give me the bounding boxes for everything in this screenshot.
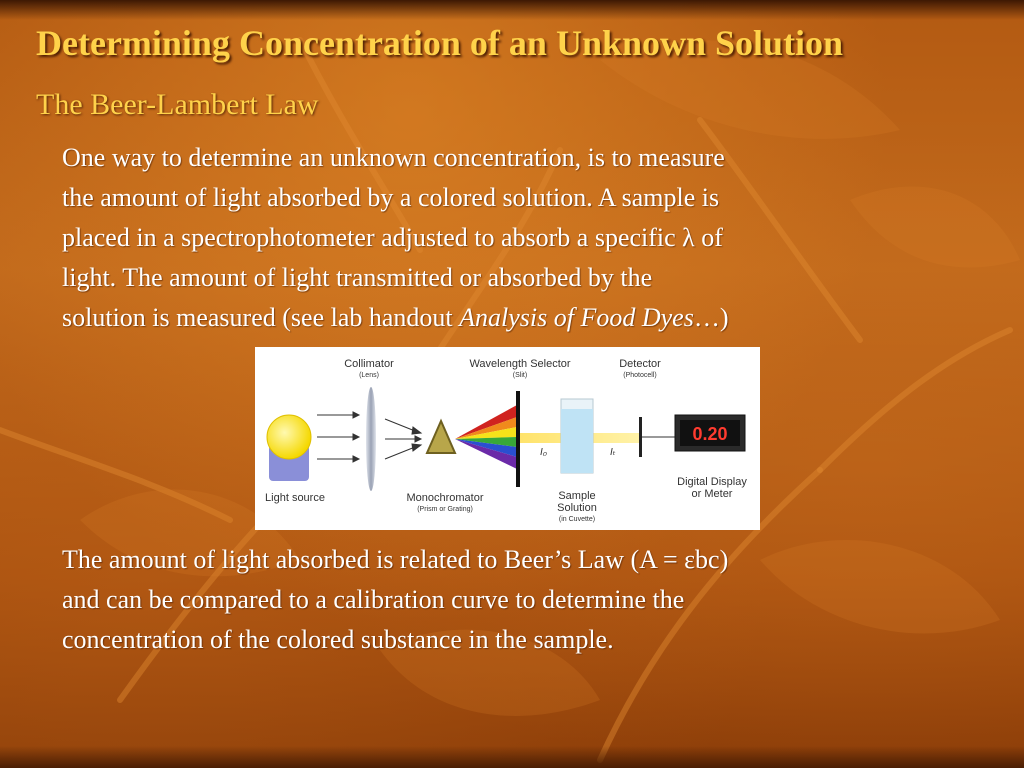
wavelength-slit (516, 391, 520, 487)
transmitted-intensity-label: Iₜ (610, 447, 616, 458)
top-border-band (0, 0, 1024, 20)
monochromator-sublabel: (Prism or Grating) (417, 506, 473, 513)
paragraph-text: solution is measured (see lab handout (62, 303, 460, 332)
paragraph-line: One way to determine an unknown concentration, is to measure (62, 143, 725, 172)
light-source (267, 415, 311, 481)
intro-paragraph (62, 138, 962, 338)
collimator-lens (366, 387, 376, 491)
display-label-2: or Meter (691, 488, 733, 500)
wavelength-selector-label: Wavelength Selector (469, 358, 571, 370)
slide-title: Determining Concentration of an Unknown Solution (36, 23, 844, 63)
monochromator-label: Monochromator (406, 492, 484, 504)
paragraph-line (62, 298, 962, 338)
paragraph-line: light. The amount of light transmitted or absorbed by the (62, 263, 653, 292)
detector-sublabel: (Photocell) (623, 372, 657, 379)
collimator-label: Collimator (344, 358, 394, 370)
beers-law-paragraph (62, 540, 962, 660)
paragraph-line: concentration of the colored substance in the sample. (62, 625, 614, 654)
wavelength-selector-sublabel: (Slit) (512, 372, 528, 379)
paragraph-line: placed in a spectrophotometer adjusted to absorb a specific λ of (62, 223, 723, 252)
slide-subtitle: The Beer-Lambert Law (36, 88, 319, 121)
paragraph-line: and can be compared to a calibration curve to determine the (62, 585, 685, 614)
paragraph-line: The amount of light absorbed is related to Beer’s Law (A = εbc) (62, 545, 729, 574)
incident-rays (317, 412, 359, 462)
collimator-sublabel: (Lens) (359, 372, 379, 379)
sample-label-2: Solution (557, 502, 597, 514)
sample-label: Sample (558, 490, 596, 502)
incident-intensity-label: I₀ (540, 447, 547, 458)
handout-title: Analysis of Food Dyes (459, 303, 694, 332)
collimated-rays (385, 419, 421, 459)
sample-sublabel: (in Cuvette) (558, 516, 596, 523)
paragraph-text: …) (693, 303, 729, 332)
bottom-border-band (0, 746, 1024, 768)
display-reading: 0.20 (692, 424, 728, 444)
spectrophotometer-diagram (255, 347, 760, 530)
display-label: Digital Display (677, 476, 747, 488)
sample-cuvette (561, 399, 593, 473)
detector-photocell (639, 417, 642, 457)
detector-label: Detector (619, 358, 661, 370)
paragraph-line: the amount of light absorbed by a colored solution. A sample is (62, 183, 720, 212)
dispersed-spectrum (455, 405, 517, 469)
prism (427, 421, 455, 453)
light-source-label: Light source (265, 492, 325, 504)
